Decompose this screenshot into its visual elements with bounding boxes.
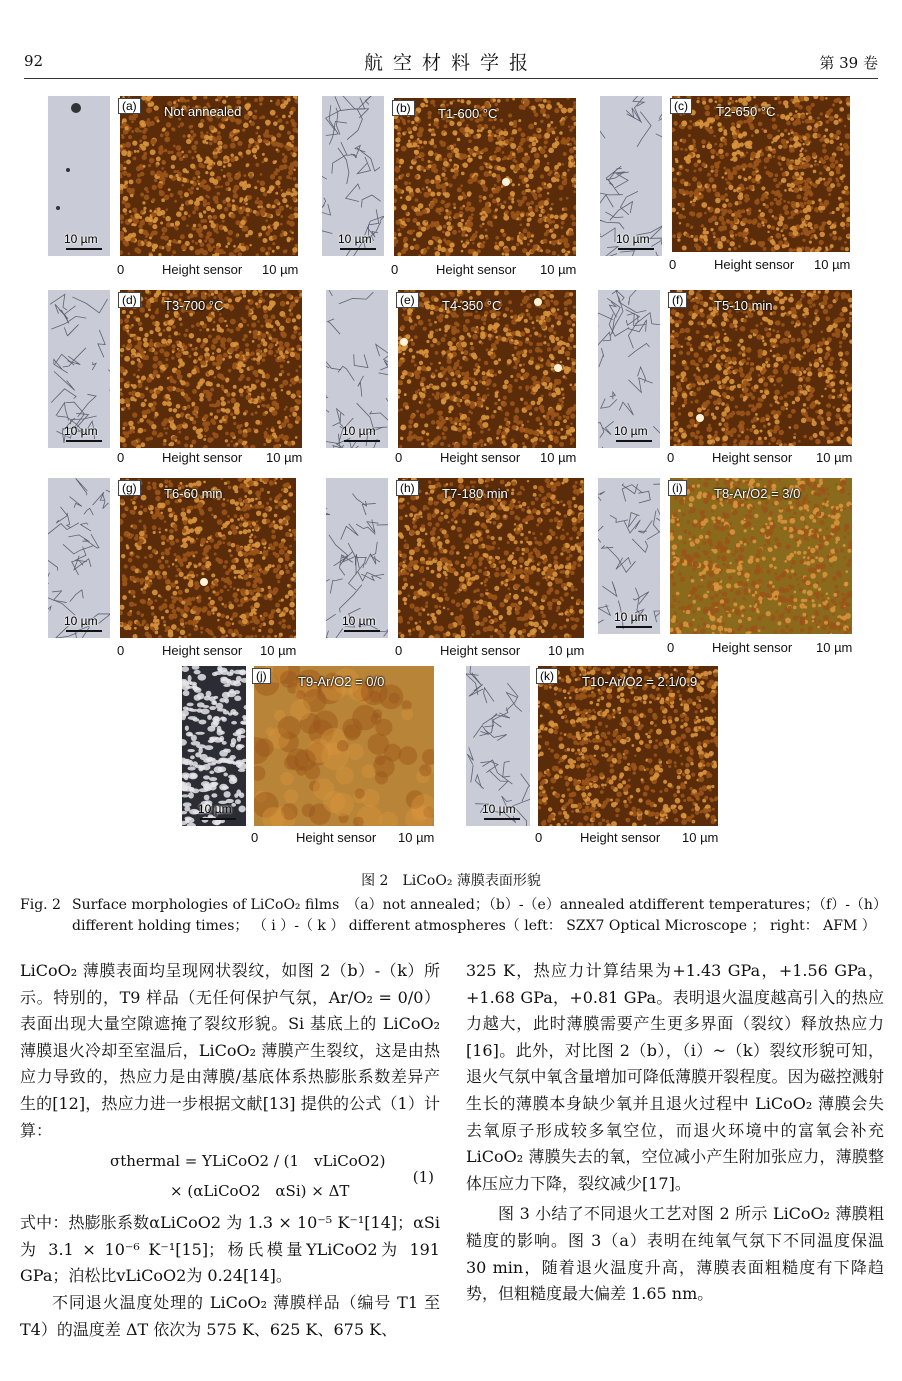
panel-label: (d) <box>118 292 141 308</box>
paragraph-5: 图 3 小结了不同退火工艺对图 2 所示 LiCoO₂ 薄膜粗糙度的影响。图 3（a）表明在纯氧气氛下不同温度保温 30 min，随着退火温度升高，薄膜表面粗糙度有下降趋势，但粗糙度最大偏差 1.65 nm。 <box>466 1204 884 1304</box>
afm-image <box>120 290 302 448</box>
paragraph-1: LiCoO₂ 薄膜表面均呈现网状裂纹，如图 2（b）-（k）所示。特别的，T9 样品（无任何保护气氛，Ar/O₂ = 0/0）表面出现大量空隙遮掩了裂纹形貌。Si 基底上的 LiCoO₂ 薄膜退火冷却至室温后，LiCoO₂ 薄膜产生裂纹，这是由热应力导致的，热应力是由薄膜/基底体系热膨胀系数差异产生的[12]，热应力进一步根据文献[13] 提供的公式（1）计算： <box>20 961 440 1140</box>
equation-number: (1) <box>412 1168 434 1187</box>
panel-title: T4-350 °C <box>442 298 502 313</box>
scale-bar <box>344 440 380 442</box>
right-column <box>466 958 884 1308</box>
axis-zero: 0 <box>117 262 125 277</box>
axis-end: 10 µm <box>816 450 853 465</box>
panel-label: (c) <box>670 98 692 114</box>
panel-label: (h) <box>396 480 419 496</box>
afm-image <box>120 478 296 638</box>
paragraph-2: 式中：热膨胀系数αLiCoO2 为 1.3 × 10⁻⁵ K⁻¹[14]；αSi 为 3.1 × 10⁻⁶ K⁻¹[15]；杨氏模量YLiCoO2为 191 GPa；泊松比vLiCoO2为 0.24[14]。 <box>20 1213 440 1286</box>
panel-label: (g) <box>118 480 141 496</box>
caption-fig-label: Fig. 2 <box>20 897 61 913</box>
axis-end: 10 µm <box>682 830 719 845</box>
scale-bar <box>344 630 380 632</box>
scale-bar <box>618 248 654 250</box>
scale-bar-label: 10 µm <box>64 614 98 628</box>
axis-zero: 0 <box>667 640 675 655</box>
panel-label: (a) <box>118 98 141 114</box>
panel-title: Not annealed <box>164 104 242 119</box>
scale-bar-label: 10 µm <box>482 802 516 816</box>
scale-bar <box>616 626 652 628</box>
equation-line-1: σthermal = YLiCoO2 / (1 vLiCoO2) <box>110 1152 386 1171</box>
caption-line-2: different holding times； （ i ）-（ k ） different atmospheres（ left： SZX7 Optical Microscope ； right： AFM ） <box>72 918 876 934</box>
panel-label: (j) <box>252 668 271 684</box>
panel-title: T3-700 °C <box>164 298 224 313</box>
panel-title: T8-Ar/O2 = 3/0 <box>714 486 801 501</box>
axis-zero: 0 <box>669 257 677 272</box>
afm-image <box>398 478 584 638</box>
panel-title: T5-10 min <box>714 298 773 313</box>
axis-label: Height sensor <box>712 450 793 465</box>
axis-end: 10 µm <box>262 262 299 277</box>
panel-label: (k) <box>536 668 558 684</box>
scale-bar <box>200 818 236 820</box>
axis-label: Height sensor <box>162 450 243 465</box>
axis-zero: 0 <box>391 262 399 277</box>
panel-label: (f) <box>668 292 687 308</box>
afm-image <box>254 666 434 826</box>
axis-end: 10 µm <box>398 830 435 845</box>
axis-label: Height sensor <box>580 830 661 845</box>
axis-end: 10 µm <box>260 643 297 658</box>
panel-title: T6-60 min <box>164 486 223 501</box>
caption-line-1: Surface morphologies of LiCoO₂ films （a）not annealed；（b）-（e）annealed atdifferent temperatures；（f）-（h） <box>72 897 887 913</box>
axis-end: 10 µm <box>814 257 851 272</box>
equation-1 <box>20 1144 440 1210</box>
scale-bar-label: 10 µm <box>64 232 98 246</box>
axis-label: Height sensor <box>440 643 521 658</box>
scale-bar-label: 10 µm <box>198 802 232 816</box>
axis-end: 10 µm <box>540 450 577 465</box>
scale-bar-label: 10 µm <box>616 232 650 246</box>
volume-label: 第 39 卷 <box>819 54 878 72</box>
scale-bar <box>340 248 376 250</box>
paragraph-3: 不同退火温度处理的 LiCoO₂ 薄膜样品（编号 T1 至 T4）的温度差 ΔT 依次为 575 K、625 K、675 K、 <box>20 1292 440 1339</box>
scale-bar-label: 10 µm <box>614 610 648 624</box>
axis-label: Height sensor <box>162 643 243 658</box>
axis-label: Height sensor <box>714 257 795 272</box>
page-number: 92 <box>24 52 44 70</box>
afm-image <box>538 666 718 826</box>
afm-image <box>672 96 850 252</box>
scale-bar-label: 10 µm <box>342 614 376 628</box>
axis-zero: 0 <box>395 643 403 658</box>
axis-zero: 0 <box>251 830 259 845</box>
equation-line-2: × (αLiCoO2 αSi) × ΔT <box>170 1182 350 1201</box>
axis-label: Height sensor <box>712 640 793 655</box>
scale-bar-label: 10 µm <box>64 424 98 438</box>
axis-label: Height sensor <box>296 830 377 845</box>
scale-bar-label: 10 µm <box>338 232 372 246</box>
scale-bar <box>616 440 652 442</box>
axis-zero: 0 <box>117 643 125 658</box>
axis-zero: 0 <box>535 830 543 845</box>
panel-title: T1-600 °C <box>438 106 498 121</box>
axis-label: Height sensor <box>162 262 243 277</box>
panel-label: (i) <box>668 480 687 496</box>
scale-bar-label: 10 µm <box>614 424 648 438</box>
scale-bar <box>66 248 102 250</box>
afm-image <box>670 290 852 446</box>
scale-bar <box>484 818 520 820</box>
panel-title: T2-650 °C <box>716 104 776 119</box>
afm-image <box>394 98 576 256</box>
axis-zero: 0 <box>667 450 675 465</box>
axis-end: 10 µm <box>266 450 303 465</box>
panel-title: T7-180 min <box>442 486 508 501</box>
axis-end: 10 µm <box>548 643 585 658</box>
panel-label: (b) <box>392 100 415 116</box>
paragraph-4: 325 K，热应力计算结果为+1.43 GPa，+1.56 GPa，+1.68 GPa，+0.81 GPa。表明退火温度越高引入的热应力越大，此时薄膜需要产生更多界面（裂纹）释放热应力[16]。此外，对比图 2（b），（i）~（k）裂纹形貌可知，退火气氛中氧含量增加可降低薄膜开裂程度。因为磁控溅射生长的薄膜本身缺少氧并且退火过程中 LiCoO₂ 薄膜会失去氧原子形成较多氧空位，而退火环境中的富氧会补充 LiCoO₂ 薄膜失去的氧，空位减小产生附加张应力，薄膜整体压应力下降，裂纹减少[17]。 <box>466 961 884 1193</box>
axis-zero: 0 <box>117 450 125 465</box>
scale-bar <box>66 630 102 632</box>
afm-image <box>120 96 298 256</box>
axis-label: Height sensor <box>436 262 517 277</box>
afm-image <box>398 290 576 448</box>
axis-label: Height sensor <box>440 450 521 465</box>
scale-bar-label: 10 µm <box>342 424 376 438</box>
axis-end: 10 µm <box>816 640 853 655</box>
scale-bar <box>66 440 102 442</box>
journal-title: 航空材料学报 <box>363 52 538 74</box>
panel-title: T9-Ar/O2 = 0/0 <box>298 674 385 689</box>
afm-image <box>670 478 852 634</box>
panel-title: T10-Ar/O2 = 2.1/0.9 <box>582 674 698 689</box>
figure-caption-zh: 图 2 LiCoO₂ 薄膜表面形貌 <box>361 873 541 889</box>
axis-zero: 0 <box>395 450 403 465</box>
left-column <box>20 958 440 1343</box>
axis-end: 10 µm <box>540 262 577 277</box>
panel-label: (e) <box>396 292 419 308</box>
